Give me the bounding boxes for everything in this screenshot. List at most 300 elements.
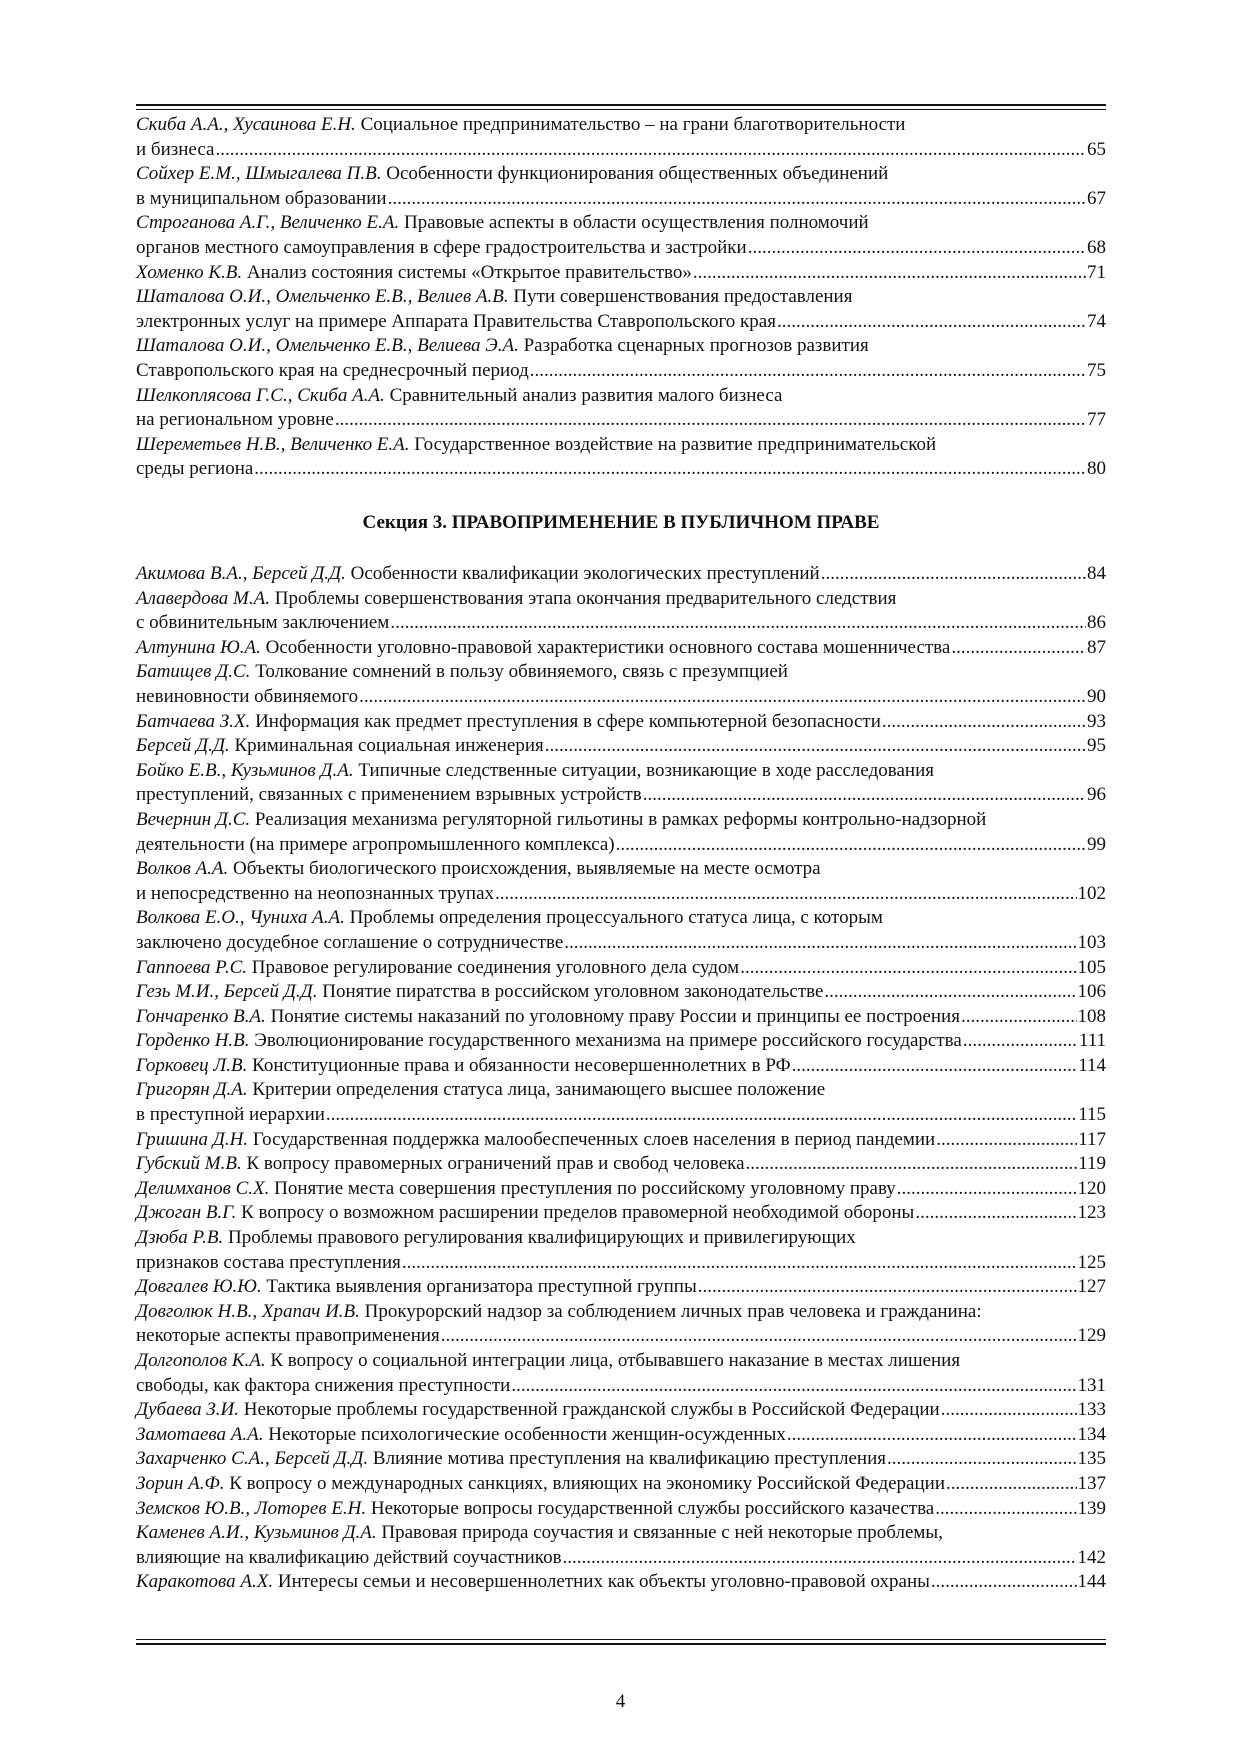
toc-entry-title: Некоторые проблемы государственной гражданской службы в Российской Федерации [243, 1399, 940, 1421]
toc-entry [136, 1349, 1106, 1398]
toc-entry-title: в преступной иерархии [136, 1104, 325, 1126]
toc-entry-author: Захарченко С.А., Берсей Д.Д. [136, 1448, 369, 1470]
toc-entry-final-line [136, 1201, 1106, 1226]
toc-entry-text [136, 1374, 510, 1399]
toc-entry-final-line [136, 1423, 1106, 1448]
toc-entry-text [136, 980, 823, 1005]
toc-entry-page: 139 [1077, 1497, 1106, 1519]
dot-leader [215, 138, 1086, 163]
toc-entry-page: 129 [1077, 1325, 1106, 1347]
toc-entry [136, 1300, 1106, 1349]
toc-entry-final-line [136, 1374, 1106, 1399]
toc-entry [136, 1275, 1106, 1300]
toc-entry-text [136, 1497, 934, 1522]
toc-entry-author: Шаталова О.И., Омельченко Е.В., Велиева Э.А. [136, 335, 519, 357]
toc-entry-title: Влияние мотива преступления на квалификацию преступления [372, 1448, 886, 1470]
dot-leader [545, 734, 1086, 759]
toc-entry-author: Гезь М.И., Берсей Д.Д. [136, 981, 318, 1003]
toc-entry-title: Некоторые вопросы государственной службы российского казачества [370, 1497, 935, 1519]
toc-entry-page: 71 [1087, 261, 1106, 283]
dot-leader [643, 783, 1086, 808]
dot-leader [936, 1128, 1077, 1153]
toc-entry-page: 108 [1077, 1005, 1106, 1027]
dot-leader [441, 1324, 1077, 1349]
dot-leader [931, 1570, 1077, 1595]
toc-entry-page: 123 [1077, 1202, 1106, 1224]
dot-leader [941, 1398, 1077, 1423]
toc-entry-text [136, 1177, 896, 1202]
toc-entry-line [136, 1226, 1106, 1251]
toc-entry-page: 87 [1087, 636, 1106, 658]
toc-entry-text [136, 1423, 786, 1448]
toc-entry-page: 117 [1078, 1128, 1106, 1150]
toc-entry-text [136, 783, 642, 808]
toc-entry-text [136, 931, 563, 956]
toc-entry-author: Батищев Д.С. [136, 661, 251, 683]
dot-leader [824, 980, 1076, 1005]
toc-entry-final-line [136, 611, 1106, 636]
toc-entry-final-line [136, 636, 1106, 661]
toc-entry-author: Долгополов К.А. [136, 1350, 266, 1371]
toc-entry-page: 84 [1087, 563, 1106, 584]
toc-entry-author: Берсей Д.Д. [136, 735, 230, 757]
toc-entry-text [136, 734, 544, 759]
toc-entry-title: К вопросу правомерных ограничений прав и свобод человека [246, 1153, 745, 1175]
toc-entry-page: 105 [1077, 956, 1106, 978]
toc-entry-title: Понятие системы наказаний по уголовному праву России и принципы ее построения [270, 1005, 960, 1027]
toc-entry-final-line [136, 833, 1106, 858]
toc-entry-title: Пути совершенствования предоставления [513, 286, 853, 308]
toc-entry-author: Довгалев Ю.Ю. [136, 1276, 262, 1298]
toc-entry-text [136, 1152, 745, 1177]
toc-entry-final-line [136, 310, 1106, 335]
toc-entry-author: Замотаева А.А. [136, 1423, 264, 1445]
toc-entry-text [136, 1447, 886, 1472]
toc-entry-page: 102 [1077, 882, 1106, 904]
toc-entry-text [136, 1005, 960, 1030]
toc-entry [136, 1472, 1106, 1497]
toc-entry-title: электронных услуг на примере Аппарата Правительства Ставропольского края [136, 310, 776, 332]
toc-entry-author: Строганова А.Г., Величенко Е.А. [136, 212, 400, 234]
toc-entry-final-line [136, 1251, 1106, 1276]
toc-entry-title: органов местного самоуправления в сфере градостроительства и застройки [136, 236, 747, 258]
dot-leader [748, 236, 1086, 261]
toc-entry-line [136, 162, 1106, 187]
toc-entry-text [136, 833, 615, 858]
toc-entry-line [136, 211, 1106, 236]
toc-entry-page: 142 [1077, 1546, 1106, 1568]
toc-entry-text [136, 956, 739, 981]
dot-leader [390, 611, 1086, 636]
toc-entry-page: 120 [1077, 1177, 1106, 1199]
toc-entry [136, 734, 1106, 759]
toc-entry-page: 106 [1077, 981, 1106, 1003]
toc-entry-text [136, 310, 776, 335]
toc-entry-final-line [136, 710, 1106, 735]
dot-leader [402, 1251, 1077, 1276]
toc-entry-line [136, 433, 1106, 458]
toc-entry-author: Делимханов С.Х. [136, 1177, 270, 1199]
toc-entry-author: Волков А.А. [136, 858, 229, 880]
toc-entry-title: Проблемы совершенствования этапа окончания предварительного следствия [274, 587, 897, 609]
toc-entry-title: Критерии определения статуса лица, занимающего высшее положение [252, 1079, 826, 1101]
toc-entry-title: Толкование сомнений в пользу обвиняемого, связь с презумпцией [255, 661, 788, 683]
toc-entry-text [136, 359, 529, 384]
toc-entry-text [136, 138, 214, 163]
toc-entry-page: 75 [1087, 359, 1106, 381]
toc-entry-page: 86 [1087, 612, 1106, 634]
toc-entry-line [136, 1521, 1106, 1546]
toc-entry-author: Шереметьев Н.В., Величенко Е.А. [136, 433, 410, 455]
toc-entry-title: Сравнительный анализ развития малого бизнеса [389, 384, 783, 406]
toc-entry [136, 1226, 1106, 1275]
dot-leader [887, 1447, 1077, 1472]
toc-entry-text [136, 1201, 914, 1226]
toc-entry-author: Дубаева З.И. [136, 1399, 240, 1421]
toc-entry-final-line [136, 1398, 1106, 1423]
toc-entry-page: 96 [1087, 784, 1106, 806]
toc-entry-final-line [136, 457, 1106, 482]
toc-entry-text [136, 1029, 962, 1054]
toc-entry-text [136, 1128, 935, 1153]
toc-entry-text [136, 882, 494, 907]
toc-entry-title: Государственное воздействие на развитие предпринимательской [414, 433, 937, 455]
toc-entry [136, 1078, 1106, 1127]
toc-entry-author: Григорян Д.А. [136, 1079, 248, 1101]
toc-entry [136, 1398, 1106, 1423]
toc-entry-title: Конституционные права и обязанности несовершеннолетних в РФ [252, 1054, 791, 1076]
toc-entry-page: 74 [1087, 310, 1106, 332]
toc-entry [136, 980, 1106, 1005]
toc-entry-page: 144 [1077, 1571, 1106, 1593]
toc-entry-final-line [136, 1152, 1106, 1177]
toc-entry-final-line [136, 359, 1106, 384]
toc-entry-title: К вопросу о международных санкциях, влияющих на экономику Российской Федерации [229, 1472, 945, 1494]
toc-entry-author: Акимова В.А., Берсей Д.Д. [136, 563, 346, 584]
dot-leader [915, 1201, 1076, 1226]
toc-entry-page: 137 [1077, 1472, 1106, 1494]
dot-leader [495, 882, 1076, 907]
toc-entry-author: Губский М.В. [136, 1153, 242, 1175]
toc-entry [136, 1152, 1106, 1177]
toc-entry-final-line [136, 1570, 1106, 1595]
dot-leader [335, 408, 1086, 433]
toc-entry-author: Земсков Ю.В., Лоторев Е.Н. [136, 1497, 367, 1519]
toc-entry-final-line [136, 1177, 1106, 1202]
toc-entry-final-line [136, 1128, 1106, 1153]
toc-entry-page: 95 [1087, 735, 1106, 757]
toc-entry-author: Алавердова М.А. [136, 587, 270, 609]
toc-entry-text [136, 1324, 440, 1349]
dot-leader [787, 1423, 1077, 1448]
toc-entry [136, 433, 1106, 482]
toc-entry-author: Каракотова А.Х. [136, 1571, 274, 1593]
toc-entry-title: свободы, как фактора снижения преступности [136, 1374, 511, 1396]
toc-entry-line [136, 1349, 1106, 1374]
toc-entry-title: Особенности уголовно-правовой характеристики основного состава мошенничества [265, 636, 951, 658]
toc-entry-line [136, 1300, 1106, 1325]
toc-entry-title: заключено досудебное соглашение о сотрудничестве [136, 931, 564, 953]
toc-entry-title: в муниципальном образовании [136, 187, 387, 209]
toc-entry-author: Гаппоева Р.С. [136, 956, 248, 978]
toc-entry-page: 68 [1087, 236, 1106, 258]
toc-entry-line [136, 759, 1106, 784]
toc-entry-line [136, 113, 1106, 138]
toc-entry-text [136, 261, 692, 286]
toc-entry [136, 211, 1106, 260]
toc-entry-author: Сойхер Е.М., Шмыгалева П.В. [136, 163, 382, 185]
toc-entry-page: 131 [1077, 1374, 1106, 1396]
toc-entry-author: Каменев А.И., Кузьминов Д.А. [136, 1522, 377, 1544]
toc-entry [136, 956, 1106, 981]
toc-entry [136, 162, 1106, 211]
toc-entry-page: 77 [1087, 409, 1106, 431]
toc-entry-page: 133 [1077, 1399, 1106, 1421]
toc-entry-final-line [136, 1054, 1106, 1079]
toc-entry [136, 1177, 1106, 1202]
toc-entry-page: 111 [1078, 1030, 1106, 1052]
toc-entry-title: влияющие на квалификацию действий соучастников [136, 1546, 562, 1568]
toc-entry-line [136, 1078, 1106, 1103]
toc-entry-text [136, 1103, 325, 1128]
toc-entry-final-line [136, 1497, 1106, 1522]
toc-entry-title: Интересы семьи и несовершеннолетних как объекты уголовно-правовой охраны [277, 1571, 930, 1593]
toc-entry-author: Хоменко К.В. [136, 261, 243, 283]
toc-entry-title: с обвинительным заключением [136, 612, 390, 634]
dot-leader [792, 1054, 1078, 1079]
toc-entry-author: Гришина Д.Н. [136, 1128, 249, 1150]
toc-entry-final-line [136, 1546, 1106, 1571]
toc-entry-text [136, 710, 881, 735]
toc-entry-author: Скиба А.А., Хусаинова Е.Н. [136, 114, 356, 135]
toc-entry-final-line [136, 882, 1106, 907]
dot-leader [326, 1103, 1077, 1128]
header-rule-bottom [136, 109, 1106, 110]
toc-entry-author: Алтунина Ю.А. [136, 636, 261, 658]
toc-entry-text [136, 236, 747, 261]
toc-entry-line [136, 384, 1106, 409]
toc-entry-page: 134 [1077, 1423, 1106, 1445]
toc-entry [136, 587, 1106, 636]
toc-entry-page: 65 [1087, 138, 1106, 160]
dot-leader [530, 359, 1086, 384]
toc-entry-text [136, 187, 387, 212]
toc-entry-title: на региональном уровне [136, 409, 334, 431]
toc-entry-final-line [136, 956, 1106, 981]
dot-leader [698, 1275, 1077, 1300]
toc-entry-text [136, 685, 358, 710]
toc-entry-title: Проблемы определения процессуального статуса лица, с которым [349, 907, 883, 929]
toc-entry-title: Криминальная социальная инженерия [234, 735, 544, 757]
page-number: 4 [615, 1691, 626, 1712]
toc-entry [136, 808, 1106, 857]
toc-entry-final-line [136, 734, 1106, 759]
toc-entry-title: признаков состава преступления [136, 1251, 401, 1273]
toc-entry-title: Особенности функционирования общественных объединений [386, 163, 889, 185]
toc-entry-text [136, 611, 389, 636]
toc-entry-author: Джоган В.Г. [136, 1202, 237, 1224]
toc-entry-author: Шаталова О.И., Омельченко Е.В., Велиев А.В. [136, 286, 509, 308]
toc-entry-text [136, 562, 820, 587]
toc-entry-title: Правовое регулирование соединения уголовного дела судом [251, 956, 740, 978]
toc-entry [136, 759, 1106, 808]
toc-entry-title: Эволюционирование государственного механизма на примере российского государства [254, 1030, 962, 1052]
toc-entry-line [136, 857, 1106, 882]
toc-list-part-a [136, 113, 1106, 482]
dot-leader [897, 1177, 1077, 1202]
toc-entry-final-line [136, 1324, 1106, 1349]
dot-leader [777, 310, 1086, 335]
toc-entry-line [136, 906, 1106, 931]
section-title: Секция 3. ПРАВОПРИМЕНЕНИЕ В ПУБЛИЧНОМ ПРАВЕ [362, 512, 880, 533]
toc-entry-text [136, 1570, 930, 1595]
toc-entry-text [136, 1398, 940, 1423]
dot-leader [963, 1029, 1078, 1054]
toc-entry-title: Информация как предмет преступления в сфере компьютерной безопасности [255, 710, 881, 732]
toc-entry-final-line [136, 1029, 1106, 1054]
toc-entry-page: 115 [1078, 1104, 1106, 1126]
toc-entry-line [136, 285, 1106, 310]
toc-entry-title: и непосредственно на неопознанных трупах [136, 882, 495, 904]
toc-entry [136, 1201, 1106, 1226]
dot-leader [511, 1374, 1076, 1399]
header-rule-top [136, 104, 1106, 106]
toc-entry-final-line [136, 1005, 1106, 1030]
footer-rule-bottom [136, 1643, 1106, 1645]
toc-entry-title: Тактика выявления организатора преступной группы [266, 1276, 697, 1298]
toc-entry-title: Объекты биологического происхождения, выявляемые на месте осмотра [233, 858, 821, 880]
toc-entry [136, 660, 1106, 709]
dot-leader [740, 956, 1076, 981]
toc-entry-title: Проблемы правового регулирования квалифицирующих и привилегирующих [228, 1227, 856, 1249]
dot-leader [946, 1472, 1077, 1497]
toc-entry-line [136, 334, 1106, 359]
toc-entry [136, 1521, 1106, 1570]
toc-entry-line [136, 660, 1106, 685]
toc-entry-line [136, 808, 1106, 833]
toc-entry-text [136, 1054, 791, 1079]
toc-entry-final-line [136, 783, 1106, 808]
toc-entry [136, 113, 1106, 162]
toc-entry-author: Горковец Л.В. [136, 1054, 248, 1076]
toc-entry [136, 562, 1106, 587]
toc-entry [136, 1447, 1106, 1472]
toc-entry [136, 261, 1106, 286]
toc-entry-text [136, 636, 950, 661]
toc-entry-title: и бизнеса [136, 138, 215, 160]
toc-entry-page: 90 [1087, 685, 1106, 707]
toc-entry [136, 1005, 1106, 1030]
toc-entry-final-line [136, 980, 1106, 1005]
toc-entry-text [136, 408, 334, 433]
toc-entry-page: 67 [1087, 187, 1106, 209]
toc-entry [136, 1054, 1106, 1079]
toc-entry-line [136, 587, 1106, 612]
toc-entry [136, 1570, 1106, 1595]
toc-entry-title: Некоторые психологические особенности женщин-осужденных [268, 1423, 786, 1445]
dot-leader [951, 636, 1086, 661]
toc-entry-author: Шелкоплясова Г.С., Скиба А.А. [136, 384, 385, 406]
dot-leader [961, 1005, 1077, 1030]
dot-leader [821, 562, 1086, 587]
toc-entry-title: Понятие места совершения преступления по российскому уголовному праву [274, 1177, 896, 1199]
toc-entry-title: Государственная поддержка малообеспеченных слоев населения в период пандемии [252, 1128, 936, 1150]
toc-entry [136, 1029, 1106, 1054]
toc-entry-final-line [136, 685, 1106, 710]
toc-entry-final-line [136, 1103, 1106, 1128]
toc-entry [136, 1423, 1106, 1448]
toc-entry-page: 125 [1077, 1251, 1106, 1273]
dot-leader [935, 1497, 1076, 1522]
dot-leader [616, 833, 1086, 858]
dot-leader [882, 710, 1086, 735]
toc-entry [136, 857, 1106, 906]
toc-entry-author: Дзюба Р.В. [136, 1227, 224, 1249]
toc-entry-title: Правовые аспекты в области осуществления полномочий [404, 212, 869, 234]
toc-entry-page: 119 [1078, 1153, 1106, 1175]
toc-entry-final-line [136, 408, 1106, 433]
toc-entry-title: Реализация механизма регуляторной гильотины в рамках реформы контрольно-надзорной [254, 808, 987, 830]
toc-entry-text [136, 1275, 697, 1300]
toc-entry-title: некоторые аспекты правоприменения [136, 1325, 440, 1347]
toc-entry-text [136, 457, 253, 482]
toc-entry-title: Типичные следственные ситуации, возникающие в ходе расследования [358, 759, 934, 781]
toc-entry-page: 93 [1087, 710, 1106, 732]
footer-rule-top [136, 1639, 1106, 1640]
dot-leader [563, 1546, 1077, 1571]
toc-entry [136, 285, 1106, 334]
toc-entry-title: невиновности обвиняемого [136, 685, 359, 707]
toc-entry-title: Особенности квалификации экологических преступлений [350, 563, 820, 584]
toc-entry-title: среды региона [136, 458, 254, 480]
toc-entry-final-line [136, 261, 1106, 286]
dot-leader [359, 685, 1086, 710]
toc-entry-title: К вопросу о социальной интеграции лица, отбывавшего наказание в местах лишения [270, 1350, 961, 1371]
toc-entry-author: Волкова Е.О., Чуниха А.А. [136, 907, 345, 929]
toc-entry-author: Батчаева З.Х. [136, 710, 251, 732]
toc-entry-author: Довголюк Н.В., Храпач И.В. [136, 1300, 360, 1322]
toc-entry-final-line [136, 1447, 1106, 1472]
toc-entry-title: К вопросу о возможном расширении пределов правомерной необходимой обороны [241, 1202, 915, 1224]
dot-leader [388, 187, 1086, 212]
toc-entry-final-line [136, 236, 1106, 261]
toc-entry-final-line [136, 1472, 1106, 1497]
toc-entry-page: 114 [1078, 1054, 1106, 1076]
toc-entry-author: Гончаренко В.А. [136, 1005, 266, 1027]
toc-entry-text [136, 1251, 401, 1276]
toc-entry [136, 334, 1106, 383]
toc-entry-author: Горденко Н.В. [136, 1030, 250, 1052]
toc-entry-page: 127 [1077, 1276, 1106, 1298]
toc-entry-final-line [136, 187, 1106, 212]
toc-entry-title: Прокурорский надзор за соблюдением личных прав человека и гражданина: [364, 1300, 982, 1322]
toc-entry-text [136, 1472, 945, 1497]
dot-leader [746, 1152, 1078, 1177]
toc-entry-title: Понятие пиратства в российском уголовном законодательстве [322, 981, 824, 1003]
dot-leader [254, 457, 1086, 482]
toc-entry-title: Анализ состояния системы «Открытое правительство» [246, 261, 692, 283]
toc-entry-title: Разработка сценарных прогнозов развития [523, 335, 869, 357]
toc-entry-title: Правовая природа соучастия и связанные с ней некоторые проблемы, [381, 1522, 943, 1544]
toc-entry-page: 135 [1077, 1448, 1106, 1470]
toc-entry-page: 103 [1077, 931, 1106, 953]
toc-entry [136, 1497, 1106, 1522]
toc-entry [136, 384, 1106, 433]
toc-list-part-b [136, 562, 1106, 1595]
toc-entry-title: преступлений, связанных с применением взрывных устройств [136, 784, 642, 806]
toc-entry-author: Вечернин Д.С. [136, 808, 251, 830]
toc-entry-author: Зорин А.Ф. [136, 1472, 225, 1494]
